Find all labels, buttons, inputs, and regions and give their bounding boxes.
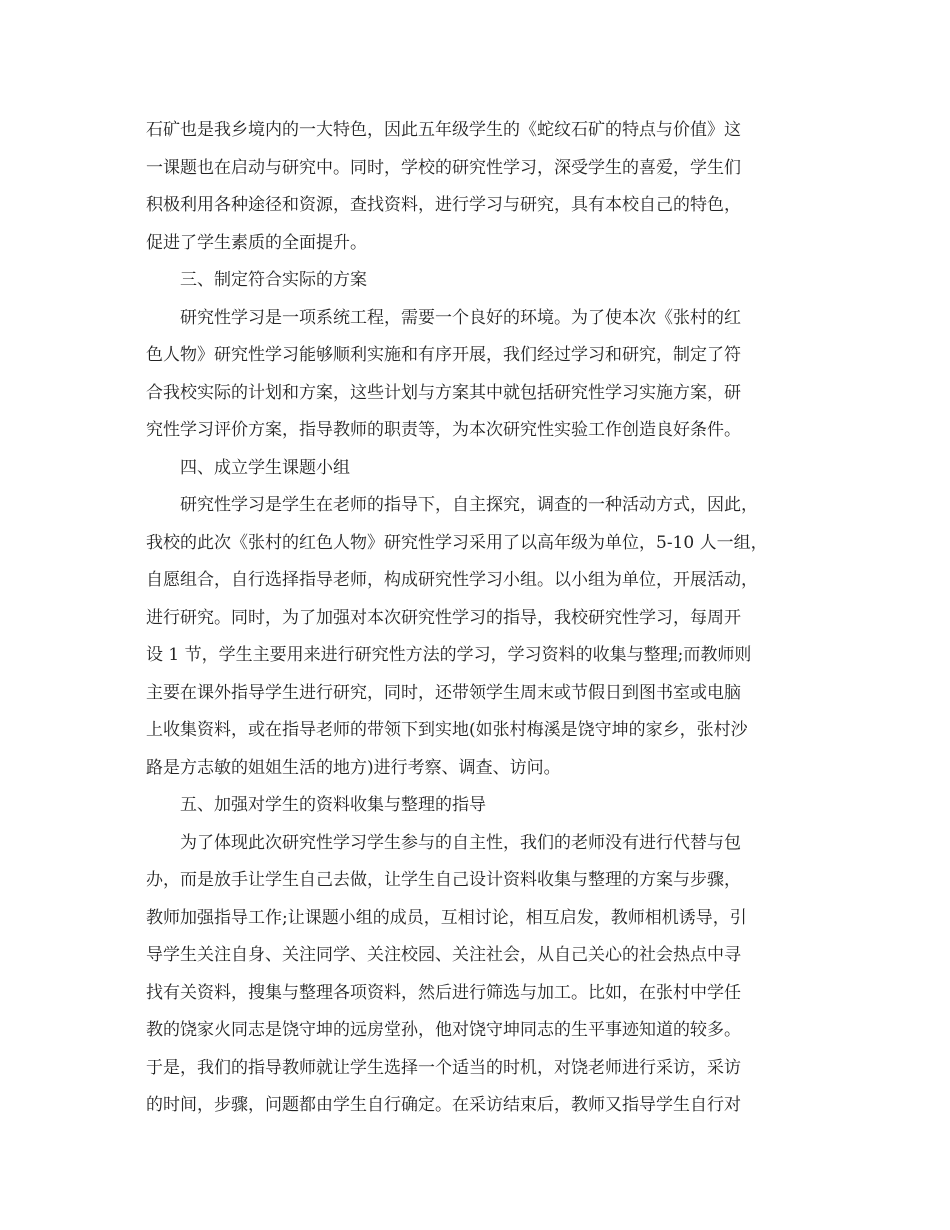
text-line: 教的饶家火同志是饶守坤的远房堂孙，他对饶守坤同志的生平事迹知道的较多。 (146, 1020, 741, 1040)
text-line: 我校的此次《张村的红色人物》研究性学习采用了以高年级为单位，5-10 人一组， (146, 532, 768, 553)
text-line: 教师加强指导工作;让课题小组的成员，互相讨论，相互启发，教师相机诱导，引 (146, 907, 747, 928)
text-line: 主要在课外指导学生进行研究，同时，还带领学生周末或节假日到图书室或电脑 (146, 682, 741, 703)
text-line: 找有关资料，搜集与整理各项资料，然后进行筛选与加工。比如，在张村中学任 (146, 982, 741, 1003)
text-line: 为了体现此次研究性学习学生参与的自主性，我们的老师没有进行代替与包 (180, 832, 741, 853)
text-line: 研究性学习是学生在老师的指导下，自主探究，调查的一种活动方式，因此， (180, 495, 758, 515)
text-line: 上收集资料，或在指导老师的带领下到实地(如张村梅溪是饶守坤的家乡，张村沙 (146, 720, 748, 740)
text-line: 积极利用各种途径和资源，查找资料，进行学习与研究，具有本校自己的特色， (146, 195, 741, 215)
document-body (146, 112, 802, 1125)
text-line: 一课题也在启动与研究中。同时，学校的研究性学习，深受学生的喜爱，学生们 (146, 157, 741, 178)
text-line: 导学生关注自身、关注同学、关注校园、关注社会，从自己关心的社会热点中寻 (146, 945, 741, 965)
text-line: 色人物》研究性学习能够顺利实施和有序开展，我们经过学习和研究，制定了符 (146, 345, 741, 365)
text-line: 于是，我们的指导教师就让学生选择一个适当的时机，对饶老师进行采访，采访 (146, 1057, 741, 1078)
text-line: 自愿组合，自行选择指导老师，构成研究性学习小组。以小组为单位，开展活动， (146, 570, 758, 590)
text-line: 四、成立学生课题小组 (180, 457, 350, 478)
text-line: 研究性学习是一项系统工程，需要一个良好的环境。为了使本次《张村的红 (180, 307, 741, 328)
text-line: 的时间，步骤，问题都由学生自行确定。在采访结束后，教师又指导学生自行对 (146, 1095, 741, 1115)
text-line: 石矿也是我乡境内的一大特色，因此五年级学生的《蛇纹石矿的特点与价值》这 (146, 120, 741, 140)
text-line: 究性学习评价方案，指导教师的职责等，为本次研究性实验工作创造良好条件。 (146, 420, 741, 440)
text-line: 办，而是放手让学生自己去做，让学生自己设计资料收集与整理的方案与步骤， (146, 870, 741, 890)
text-line: 五、加强对学生的资料收集与整理的指导 (180, 795, 486, 815)
text-line: 促进了学生素质的全面提升。 (146, 232, 367, 253)
text-line: 三、制定符合实际的方案 (180, 270, 367, 290)
text-line: 设 1 节，学生主要用来进行研究性方法的学习，学习资料的收集与整理;而教师则 (146, 645, 752, 665)
text-line: 进行研究。同时，为了加强对本次研究性学习的指导，我校研究性学习，每周开 (146, 607, 741, 628)
text-line: 合我校实际的计划和方案，这些计划与方案其中就包括研究性学习实施方案，研 (146, 382, 741, 403)
text-line: 路是方志敏的姐姐生活的地方)进行考察、调查、访问。 (146, 757, 561, 778)
